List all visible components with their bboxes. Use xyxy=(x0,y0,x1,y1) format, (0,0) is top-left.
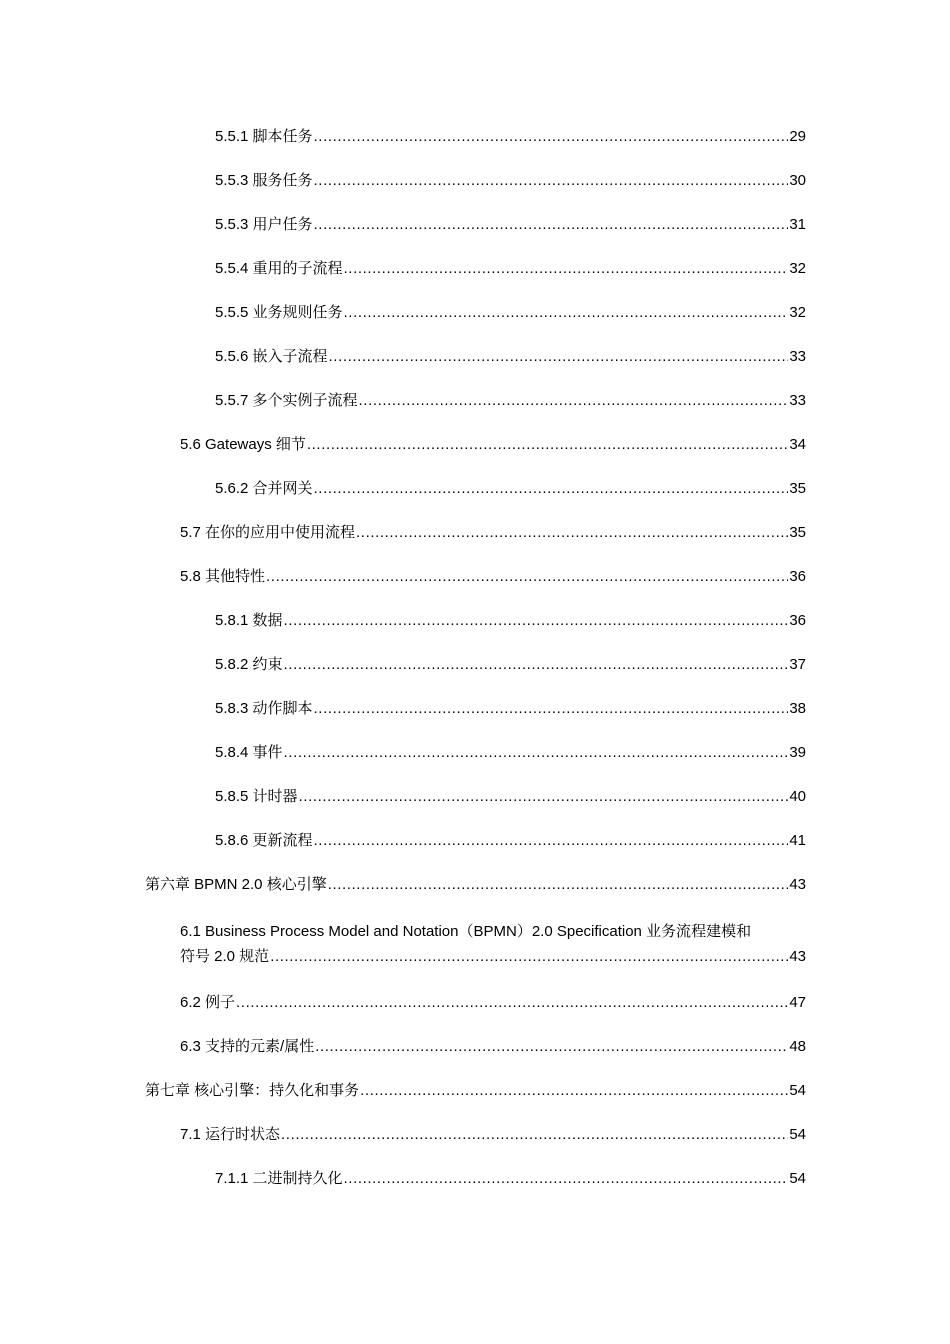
toc-leader-dots xyxy=(315,1036,788,1058)
toc-leader-dots xyxy=(281,1124,788,1146)
toc-entry-title: 5.6 Gateways 细节 xyxy=(180,436,306,453)
toc-page-number: 36 xyxy=(789,568,806,585)
toc-page-number: 33 xyxy=(789,348,806,365)
toc-entry-title-continued xyxy=(180,946,806,968)
toc-leader-dots xyxy=(284,610,789,632)
toc-entry-title: 第七章 核心引擎：持久化和事务 xyxy=(145,1082,360,1099)
toc-entry-title: 第六章 BPMN 2.0 核心引擎 xyxy=(145,876,327,893)
toc-entry-title: 7.1 运行时状态 xyxy=(180,1126,281,1143)
toc-entry-title: 5.8.5 计时器 xyxy=(215,788,298,805)
toc-leader-dots xyxy=(356,522,788,544)
toc-entry-title: 5.5.1 脚本任务 xyxy=(215,128,313,145)
toc-page-number: 54 xyxy=(789,1126,806,1143)
toc-entry[interactable] xyxy=(215,742,806,764)
toc-page-number: 54 xyxy=(789,1082,806,1099)
toc-entry-title: 5.5.3 服务任务 xyxy=(215,172,313,189)
toc-entry[interactable] xyxy=(215,478,806,500)
toc-leader-dots xyxy=(314,478,789,500)
toc-entry[interactable] xyxy=(215,786,806,808)
toc-page-number: 37 xyxy=(789,656,806,673)
toc-leader-dots xyxy=(284,742,789,764)
toc-leader-dots xyxy=(314,698,789,720)
toc-entry[interactable] xyxy=(215,698,806,720)
toc-entry-title: 5.8.4 事件 xyxy=(215,744,283,761)
toc-entry-title: 5.8.6 更新流程 xyxy=(215,832,313,849)
toc-entry[interactable] xyxy=(145,1080,806,1102)
toc-page-number: 54 xyxy=(789,1170,806,1187)
toc-leader-dots xyxy=(344,1168,789,1190)
toc-entry[interactable] xyxy=(180,1124,806,1146)
toc-entry[interactable] xyxy=(215,390,806,412)
toc-page-number: 40 xyxy=(789,788,806,805)
toc-entry-title-line2: 符号 2.0 规范 xyxy=(180,948,270,965)
toc-entry-title: 6.2 例子 xyxy=(180,994,236,1011)
toc-entry[interactable] xyxy=(215,1168,806,1190)
toc-leader-dots xyxy=(359,390,789,412)
toc-entry-title: 5.6.2 合并网关 xyxy=(215,480,313,497)
toc-leader-dots xyxy=(270,946,788,968)
toc-page-number: 39 xyxy=(789,744,806,761)
toc-entry-title: 5.5.7 多个实例子流程 xyxy=(215,392,358,409)
toc-leader-dots xyxy=(328,874,789,896)
toc-entry-title: 6.3 支持的元素/属性 xyxy=(180,1038,315,1055)
toc-leader-dots xyxy=(314,830,789,852)
toc-entry[interactable] xyxy=(215,302,806,324)
toc-page-number: 35 xyxy=(789,480,806,497)
toc-entry[interactable] xyxy=(215,126,806,148)
toc-entry[interactable] xyxy=(215,346,806,368)
toc-entry-title: 5.7 在你的应用中使用流程 xyxy=(180,524,356,541)
toc-leader-dots xyxy=(329,346,789,368)
toc-page-number: 33 xyxy=(789,392,806,409)
toc-page-number: 32 xyxy=(789,304,806,321)
toc-page-number: 29 xyxy=(789,128,806,145)
toc-leader-dots xyxy=(314,214,789,236)
toc-leader-dots xyxy=(307,434,788,456)
toc-leader-dots xyxy=(236,992,788,1014)
toc-entry-title: 5.5.4 重用的子流程 xyxy=(215,260,343,277)
toc-entry[interactable] xyxy=(215,610,806,632)
toc-entry-title: 5.8.2 约束 xyxy=(215,656,283,673)
toc-entry-title: 5.8.1 数据 xyxy=(215,612,283,629)
toc-leader-dots xyxy=(314,126,789,148)
toc-entry[interactable] xyxy=(180,1036,806,1058)
toc-leader-dots xyxy=(360,1080,788,1102)
toc-entry[interactable] xyxy=(215,258,806,280)
toc-page-number: 34 xyxy=(789,436,806,453)
toc-leader-dots xyxy=(344,302,789,324)
toc-entry-title: 5.5.3 用户任务 xyxy=(215,216,313,233)
toc-page-number: 35 xyxy=(789,524,806,541)
toc-entry[interactable] xyxy=(215,654,806,676)
toc-page-number: 36 xyxy=(789,612,806,629)
toc-entry-title: 5.8 其他特性 xyxy=(180,568,266,585)
toc-page-number: 43 xyxy=(789,876,806,893)
toc-entry[interactable] xyxy=(215,214,806,236)
toc-entry[interactable] xyxy=(180,992,806,1014)
toc-page-number: 41 xyxy=(789,832,806,849)
toc-page-number: 38 xyxy=(789,700,806,717)
toc-leader-dots xyxy=(344,258,789,280)
toc-entry-title: 5.5.5 业务规则任务 xyxy=(215,304,343,321)
toc-leader-dots xyxy=(266,566,788,588)
toc-entry[interactable] xyxy=(180,434,806,456)
toc-entry[interactable] xyxy=(215,830,806,852)
toc-entry-title: 7.1.1 二进制持久化 xyxy=(215,1170,343,1187)
toc-leader-dots xyxy=(284,654,789,676)
toc-page-number: 47 xyxy=(789,994,806,1011)
toc-page-number: 30 xyxy=(789,172,806,189)
toc-entry[interactable] xyxy=(215,170,806,192)
toc-entry[interactable] xyxy=(180,522,806,544)
toc-page-number: 31 xyxy=(789,216,806,233)
toc-leader-dots xyxy=(314,170,789,192)
toc-entry-title: 5.8.3 动作脚本 xyxy=(215,700,313,717)
toc-entry-title: 5.5.6 嵌入子流程 xyxy=(215,348,328,365)
toc-page-number: 48 xyxy=(789,1038,806,1055)
toc-page-number: 43 xyxy=(789,948,806,965)
toc-entry[interactable] xyxy=(145,874,806,896)
toc-leader-dots xyxy=(299,786,789,808)
toc-page-number: 32 xyxy=(789,260,806,277)
toc-entry[interactable] xyxy=(180,917,806,968)
toc-entry[interactable] xyxy=(180,566,806,588)
toc-entry-title: 6.1 Business Process Model and Notation（BPMN）2.0 Specification 业务流程建模和 xyxy=(180,923,752,940)
